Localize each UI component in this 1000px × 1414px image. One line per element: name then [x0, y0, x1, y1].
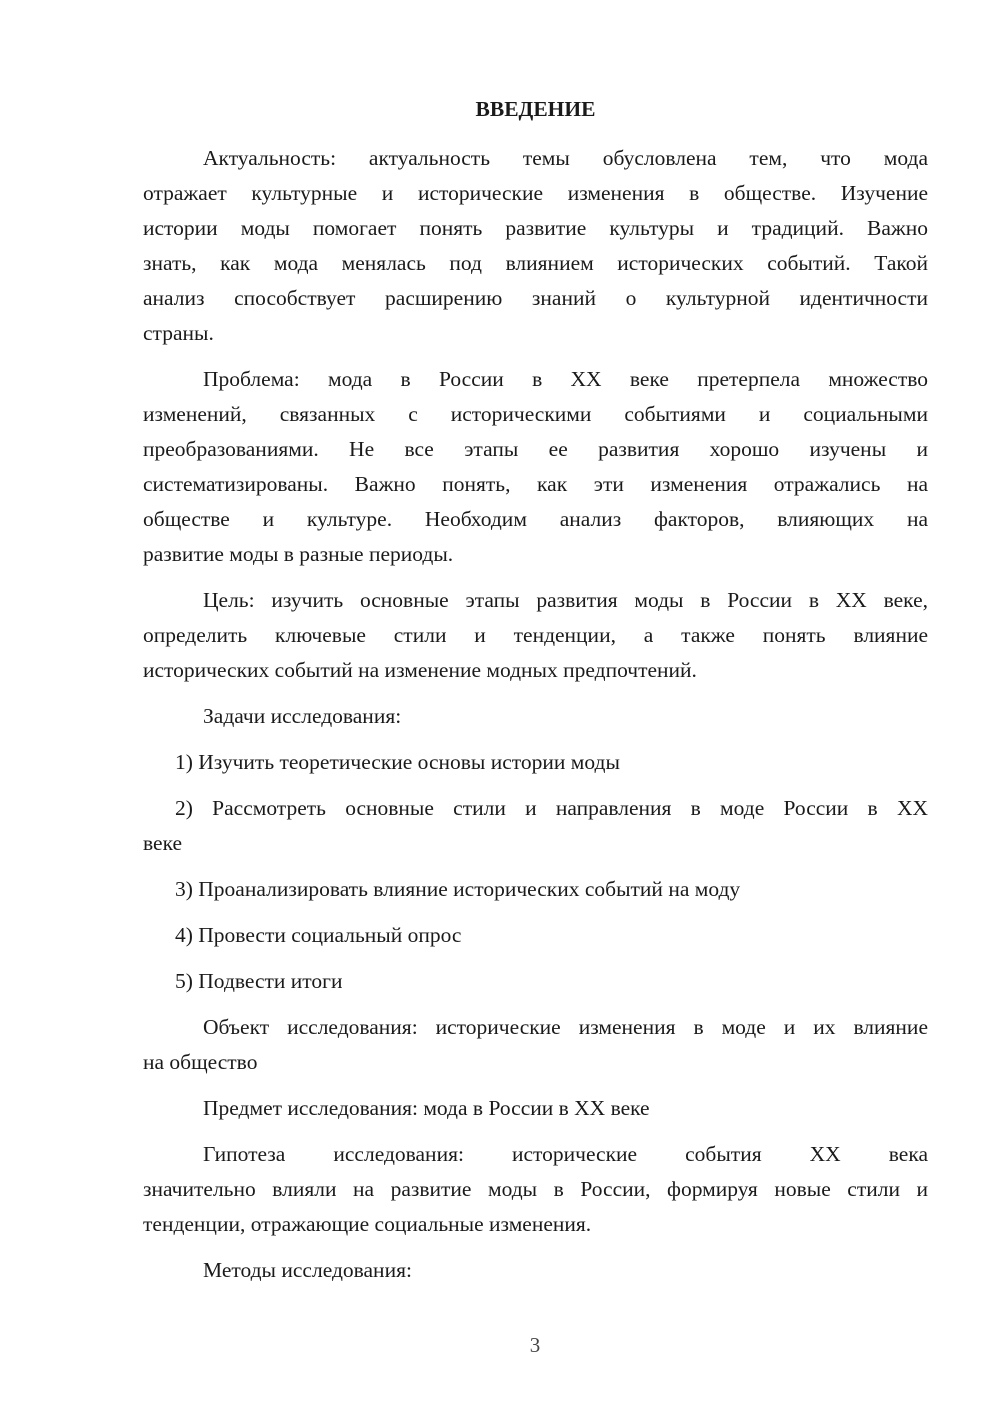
paragraph [143, 1010, 928, 1080]
text-line: обществе и культуре. Необходим анализ факторов, влияющих на [143, 507, 928, 531]
text-line: знать, как мода менялась под влиянием исторических событий. Такой [143, 251, 928, 275]
text-line: преобразованиями. Не все этапы ее развития хорошо изучены и [143, 437, 928, 461]
list-item [143, 791, 928, 861]
document-body [143, 141, 928, 1288]
text-line: 5) Подвести итоги [175, 969, 343, 993]
paragraph [143, 141, 928, 351]
text-line: веке [143, 831, 183, 855]
text-line: Актуальность: актуальность темы обусловлена тем, что мода [203, 146, 928, 170]
list-item [143, 745, 928, 780]
paragraph [143, 362, 928, 572]
text-line: 2) Рассмотреть основные стили и направления в моде России в XX [175, 796, 928, 820]
text-line: 3) Проанализировать влияние исторических событий на моду [175, 877, 741, 901]
text-line: страны. [143, 321, 214, 345]
document-page [143, 92, 928, 1299]
text-line: определить ключевые стили и тенденции, а также понять влияние [143, 623, 928, 647]
text-line: Задачи исследования: [203, 704, 402, 728]
text-line: Методы исследования: [203, 1258, 412, 1282]
text-line: 4) Провести социальный опрос [175, 923, 462, 947]
text-line: Цель: изучить основные этапы развития моды в России в XX веке, [203, 588, 928, 612]
text-line: Гипотеза исследования: исторические события XX века [203, 1142, 928, 1166]
text-line: значительно влияли на развитие моды в России, формируя новые стили и [143, 1177, 928, 1201]
text-line: Объект исследования: исторические изменения в моде и их влияние [203, 1015, 928, 1039]
list-item [143, 964, 928, 999]
text-line: анализ способствует расширению знаний о культурной идентичности [143, 286, 928, 310]
paragraph [143, 1091, 928, 1126]
text-line: изменений, связанных с историческими событиями и социальными [143, 402, 928, 426]
list-item [143, 918, 928, 953]
paragraph [143, 1137, 928, 1242]
text-line: отражает культурные и исторические изменения в обществе. Изучение [143, 181, 928, 205]
text-line: Проблема: мода в России в XX веке претерпела множество [203, 367, 928, 391]
text-line: истории моды помогает понять развитие культуры и традиций. Важно [143, 216, 928, 240]
text-line: развитие моды в разные периоды. [143, 542, 454, 566]
page-number: 3 [529, 1333, 541, 1357]
text-line: Предмет исследования: мода в России в XX веке [203, 1096, 650, 1120]
paragraph [143, 583, 928, 688]
text-line: на общество [143, 1050, 258, 1074]
list-item [143, 872, 928, 907]
section-title: ВВЕДЕНИЕ [475, 97, 596, 121]
text-line: систематизированы. Важно понять, как эти изменения отражались на [143, 472, 928, 496]
paragraph [143, 1253, 928, 1288]
text-line: исторических событий на изменение модных предпочтений. [143, 658, 697, 682]
text-line: тенденции, отражающие социальные изменения. [143, 1212, 592, 1236]
paragraph [143, 699, 928, 734]
text-line: 1) Изучить теоретические основы истории моды [175, 750, 620, 774]
